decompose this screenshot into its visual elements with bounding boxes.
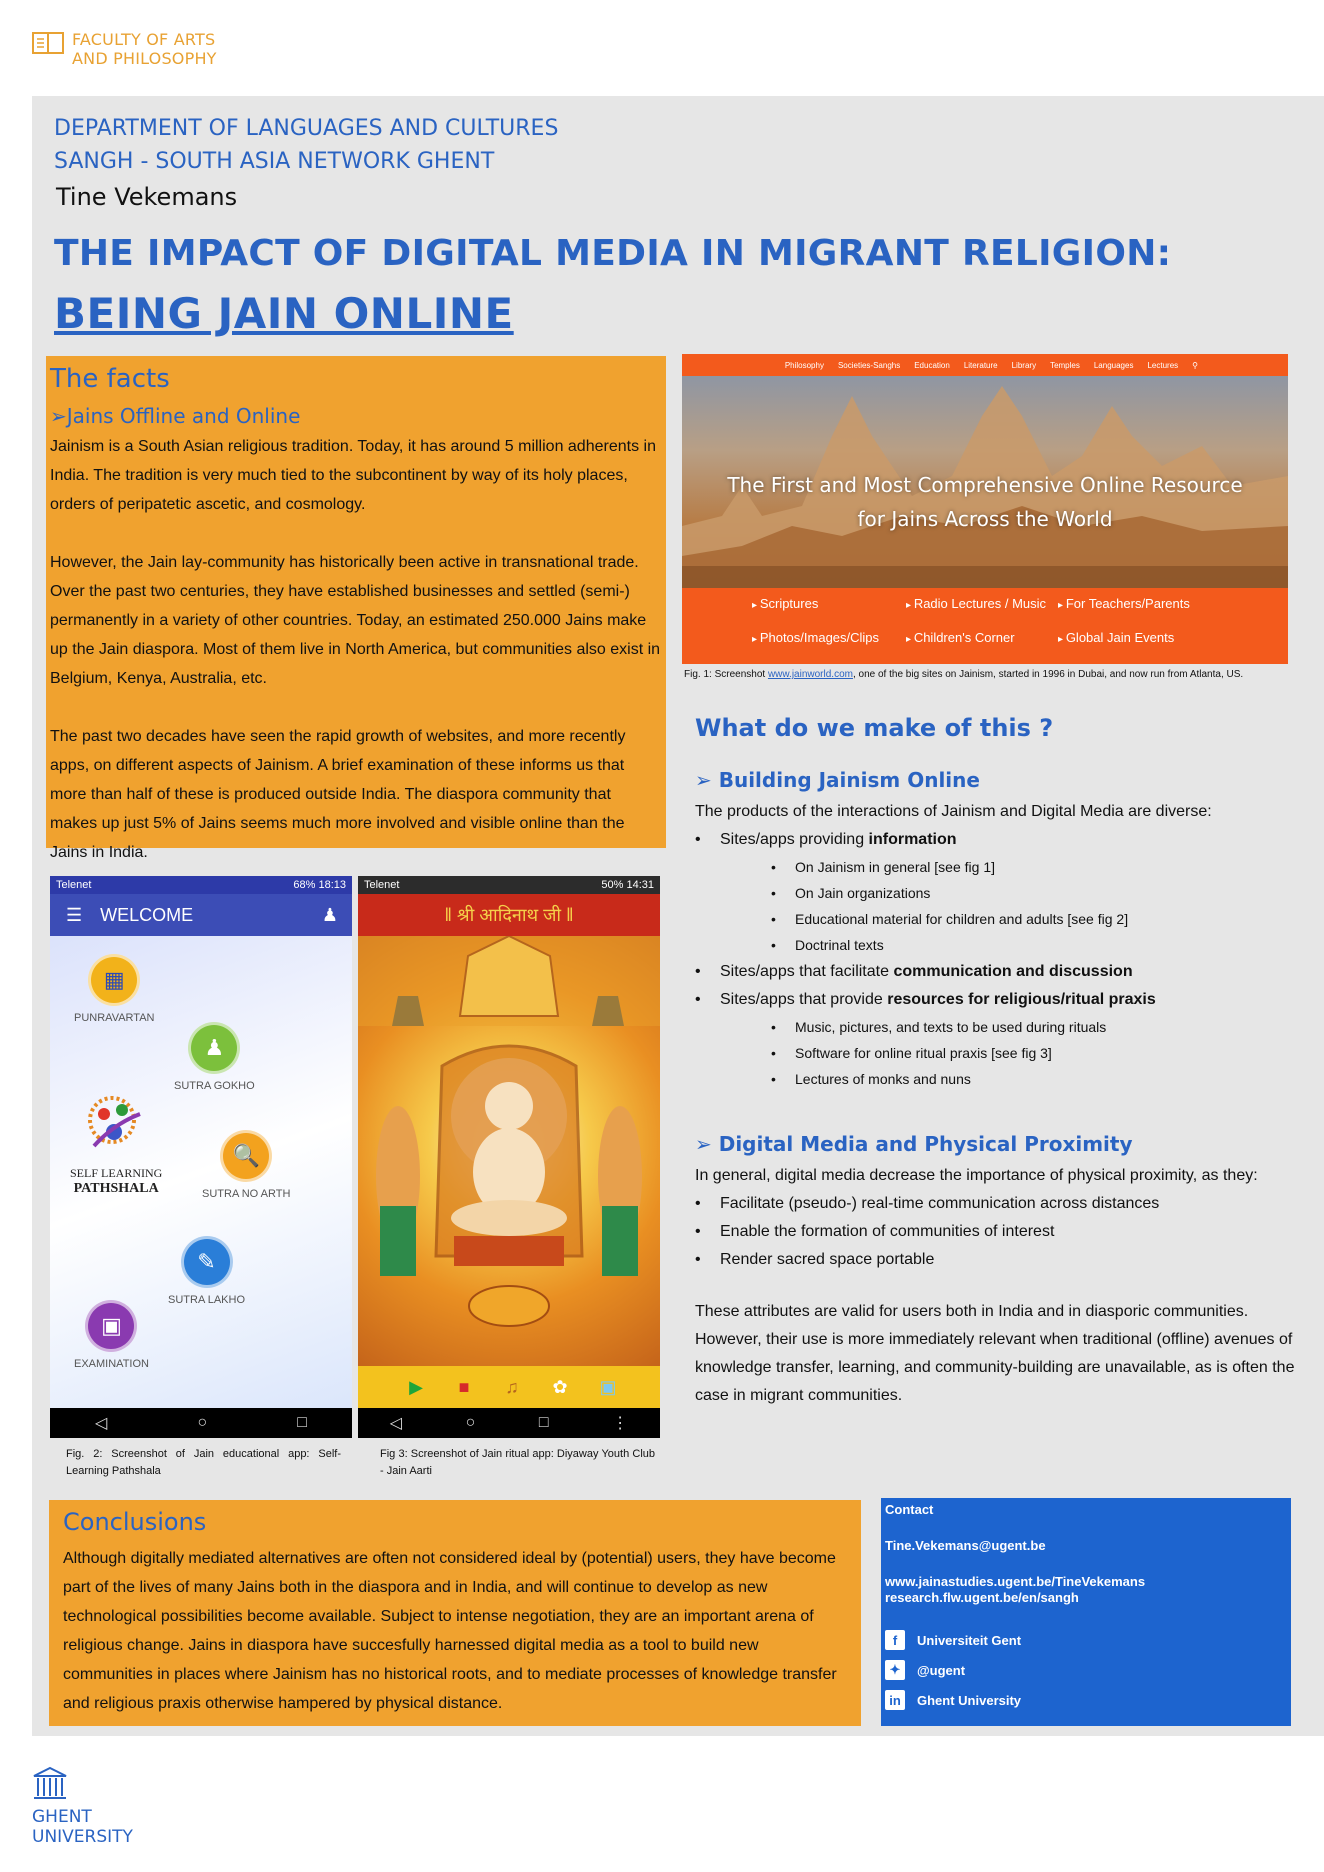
list-item: • Facilitate (pseudo-) real-time communication across distances (695, 1190, 1295, 1218)
contact-box (881, 1498, 1291, 1726)
proximity-list (695, 1190, 1295, 1274)
fig1-nav-item: Societies-Sanghs (837, 360, 901, 370)
android-nav-bar (358, 1408, 660, 1438)
fig1-menu (682, 588, 1288, 664)
contact-web1[interactable]: www.jainastudies.ugent.be/TineVekemans (885, 1574, 1146, 1589)
conclusions-section (49, 1500, 861, 1726)
fig1-menu-item: ▸ Scriptures (752, 596, 906, 630)
list-item: • Sites/apps that facilitate communication and discussion (695, 958, 1295, 986)
facts-section (46, 356, 666, 861)
fig1-headline-line1: The First and Most Comprehensive Online Resource (727, 473, 1243, 497)
status-bar (50, 876, 352, 894)
list-item: • On Jain organizations (695, 880, 1295, 906)
reader-icon: ♟ (188, 1022, 240, 1074)
list-item: • Enable the formation of communities of interest (695, 1218, 1295, 1246)
faculty-line2: AND PHILOSOPHY (72, 49, 217, 68)
ghent-line2: UNIVERSITY (32, 1827, 133, 1847)
list-item: • Music, pictures, and texts to be used during rituals (695, 1014, 1295, 1040)
android-nav-bar (50, 1408, 352, 1438)
fig1-nav (682, 354, 1288, 376)
list-item: • Sites/apps that provide resources for religious/ritual praxis (695, 986, 1295, 1014)
app-title: ‖ श्री आदिनाथ जी ‖ (358, 894, 660, 936)
app-item-sutra-gokho[interactable]: ♟ SUTRA GOKHO (174, 1022, 255, 1092)
fig3-app-screenshot (358, 876, 660, 1438)
self-learning-logo: SELF LEARNING PATHSHALA (70, 1084, 162, 1197)
more-icon[interactable]: ⋮ (612, 1415, 629, 1432)
poster-subtitle: BEING JAIN ONLINE (54, 289, 514, 338)
app-item-sutra-lakho[interactable]: ✎ SUTRA LAKHO (168, 1236, 245, 1306)
list-item: • Lectures of monks and nuns (695, 1066, 1295, 1092)
building-online-intro: The products of the interactions of Jainism and Digital Media are diverse: (695, 803, 1212, 820)
fig1-caption-prefix: Fig. 1: Screenshot (684, 669, 768, 680)
menu-icon[interactable]: ☰ (66, 904, 83, 925)
fig1-nav-item: Languages (1093, 360, 1134, 370)
tirthankara-image (358, 936, 660, 1366)
dept-line1: DEPARTMENT OF LANGUAGES AND CULTURES (54, 116, 559, 141)
status-right: 50% 14:31 (601, 879, 654, 891)
facts-para1: Jainism is a South Asian religious tradition. Today, it has around 5 million adherents in India. The tradition is very much tied to the subcontinent by way of its holy places, orders of peripatetic ascetic, and cosmology. (50, 438, 656, 513)
write-icon: ✎ (181, 1236, 233, 1288)
app-bar (50, 894, 352, 936)
list-item: • Render sacred space portable (695, 1246, 1295, 1274)
list-item: • Doctrinal texts (695, 932, 1295, 958)
back-icon[interactable]: ◁ (95, 1415, 108, 1432)
fig3-caption: Fig 3: Screenshot of Jain ritual app: Diyaway Youth Club - Jain Aarti (380, 1448, 655, 1477)
bell-icon[interactable]: ♫ (505, 1376, 519, 1397)
fig1-nav-item: Literature (963, 360, 998, 370)
fig1-nav-item: Education (914, 360, 950, 370)
app-item-examination[interactable]: ▣ EXAMINATION (74, 1300, 149, 1370)
conclusions-text: Although digitally mediated alternatives are often not considered ideal by (potential) users, they have become part of the lives of many Jains both in the diaspora and in India, and will continue to develop as new technological possibilities become available. Subject to intense negotiation, they are an important arena of religious change. Jains in diaspora have succesfully harnessed digital media as a tool to build new communities in places where Jainism has no historical roots, and to mediate processes of knowledge transfer and religious praxis otherwise hampered by physical distance. (63, 1550, 837, 1712)
proximity-conclusion: These attributes are valid for users both in India and in diasporic communities. However, their use is more immediately relevant when traditional (offline) avenues of knowledge transfer, learning, and community-building are unavailable, as is often the case in migrant communities. (695, 1303, 1295, 1404)
carrier-label: Telenet (56, 879, 92, 891)
proximity-intro: In general, digital media decrease the importance of physical proximity, as they: (695, 1167, 1258, 1184)
twitter-icon: ✦ (885, 1660, 905, 1680)
fig1-menu-item: ▸ Global Jain Events (1058, 630, 1208, 664)
contact-heading: Contact (885, 1502, 934, 1517)
stop-icon[interactable]: ■ (458, 1376, 470, 1397)
ugent-building-icon (32, 1766, 68, 1802)
author-name: Tine Vekemans (56, 183, 238, 211)
faculty-line1: FACULTY OF ARTS (72, 30, 216, 49)
ghent-line1: GHENT (32, 1807, 92, 1827)
fig2-app-screenshot (50, 876, 352, 1438)
carrier-label: Telenet (364, 879, 400, 891)
fig1-menu-item: ▸ Children's Corner (906, 630, 1058, 664)
list-item: • Sites/apps providing information (695, 826, 1295, 854)
list-item: • Educational material for children and adults [see fig 2] (695, 906, 1295, 932)
fig1-website-screenshot (682, 354, 1288, 664)
linkedin-link[interactable]: in Ghent University (885, 1690, 1287, 1710)
facebook-icon: f (885, 1630, 905, 1650)
proximity-heading: ➢ Digital Media and Physical Proximity (695, 1132, 1133, 1156)
contact-email[interactable]: Tine.Vekemans@ugent.be (885, 1538, 1046, 1553)
back-icon[interactable]: ◁ (389, 1415, 403, 1432)
book-icon: ▦ (88, 954, 140, 1006)
facts-para3: The past two decades have seen the rapid growth of websites, and more recently apps, on different aspects of Jainism. A brief examination of these informs us that more than half of these is produced outside India. The diaspora community that makes up just 5% of Jains seems much more involved and visible online than the Jains in India. (50, 728, 626, 861)
jainworld-link[interactable]: www.jainworld.com (767, 669, 853, 680)
fig1-nav-item: Lectures (1147, 360, 1179, 370)
home-icon[interactable]: ○ (465, 1414, 476, 1431)
conch-icon[interactable]: ✿ (552, 1376, 568, 1397)
facts-heading: The facts (50, 364, 170, 394)
faculty-logo (32, 30, 217, 68)
search-document-icon: 🔍 (220, 1130, 272, 1182)
app-item-sutra-no-arth[interactable]: 🔍 SUTRA NO ARTH (202, 1130, 290, 1200)
status-bar (358, 876, 660, 894)
family-icon[interactable]: ♟ (321, 904, 338, 925)
contact-web2[interactable]: research.flw.ugent.be/en/sangh (885, 1590, 1079, 1605)
fig1-menu-item: ▸ Radio Lectures / Music (906, 596, 1058, 630)
department-header (54, 112, 558, 178)
products-list (695, 826, 1295, 1092)
recents-icon[interactable]: □ (538, 1414, 549, 1431)
facebook-link[interactable]: f Universiteit Gent (885, 1630, 1287, 1650)
twitter-link[interactable]: ✦ @ugent (885, 1660, 1287, 1680)
app-title: WELCOME (100, 904, 194, 925)
fig2-caption: Fig. 2: Screenshot of Jain educational app: Self-Learning Pathshala (66, 1448, 341, 1477)
analysis-heading: What do we make of this ? (695, 714, 1054, 742)
search-icon: ⚲ (1192, 360, 1198, 370)
status-right: 68% 18:13 (293, 879, 346, 891)
fig1-nav-item: Philosophy (784, 360, 824, 370)
fig1-menu-item: ▸ For Teachers/Parents (1058, 596, 1208, 630)
building-online-heading: ➢ Building Jainism Online (695, 768, 980, 792)
dept-line2: SANGH - SOUTH ASIA NETWORK GHENT (54, 149, 495, 174)
app-item-punravartan[interactable]: ▦ PUNRAVARTAN (74, 954, 154, 1024)
fig1-nav-item: Temples (1050, 360, 1080, 370)
conclusions-heading: Conclusions (63, 1508, 207, 1536)
tirthankara-illustration (358, 936, 660, 1366)
list-item: • On Jainism in general [see fig 1] (695, 854, 1295, 880)
facts-subheading: ➢Jains Offline and Online (50, 404, 301, 428)
recents-icon[interactable]: □ (297, 1414, 307, 1431)
analysis-section (695, 714, 1295, 1410)
fig1-headline-line2: for Jains Across the World (857, 507, 1113, 531)
exam-icon: ▣ (85, 1300, 137, 1352)
poster-title: THE IMPACT OF DIGITAL MEDIA IN MIGRANT RELIGION: (54, 233, 1172, 274)
book-icon (32, 30, 64, 56)
fig1-caption-suffix: , one of the big sites on Jainism, started in 1996 in Dubai, and now run from Atlanta, US. (852, 669, 1244, 680)
ritual-controls (358, 1366, 660, 1408)
home-icon[interactable]: ○ (197, 1414, 208, 1431)
fig1-caption (684, 669, 1243, 680)
fig1-nav-item: Library (1011, 360, 1037, 370)
facts-para2: However, the Jain lay-community has historically been active in transnational trade. Over the past two centuries, they have established businesses and settled (semi-) permanently in a variety of other countries. Today, an estimated 250.000 Jains make up the Jain diaspora. Most of them live in North America, but communities also exist in Belgium, Kenya, Australia, etc. (50, 554, 661, 687)
list-item: • Software for online ritual praxis [see fig 3] (695, 1040, 1295, 1066)
fig1-menu-item: ▸ Photos/Images/Clips (752, 630, 906, 664)
linkedin-icon: in (885, 1690, 905, 1710)
note-icon[interactable]: ▣ (599, 1376, 617, 1397)
app-home (50, 936, 352, 1408)
sun-logo-icon (74, 1084, 158, 1166)
play-icon[interactable]: ▶ (409, 1376, 423, 1397)
fig1-hero-image (682, 376, 1288, 588)
ghent-university-logo (32, 1766, 133, 1847)
